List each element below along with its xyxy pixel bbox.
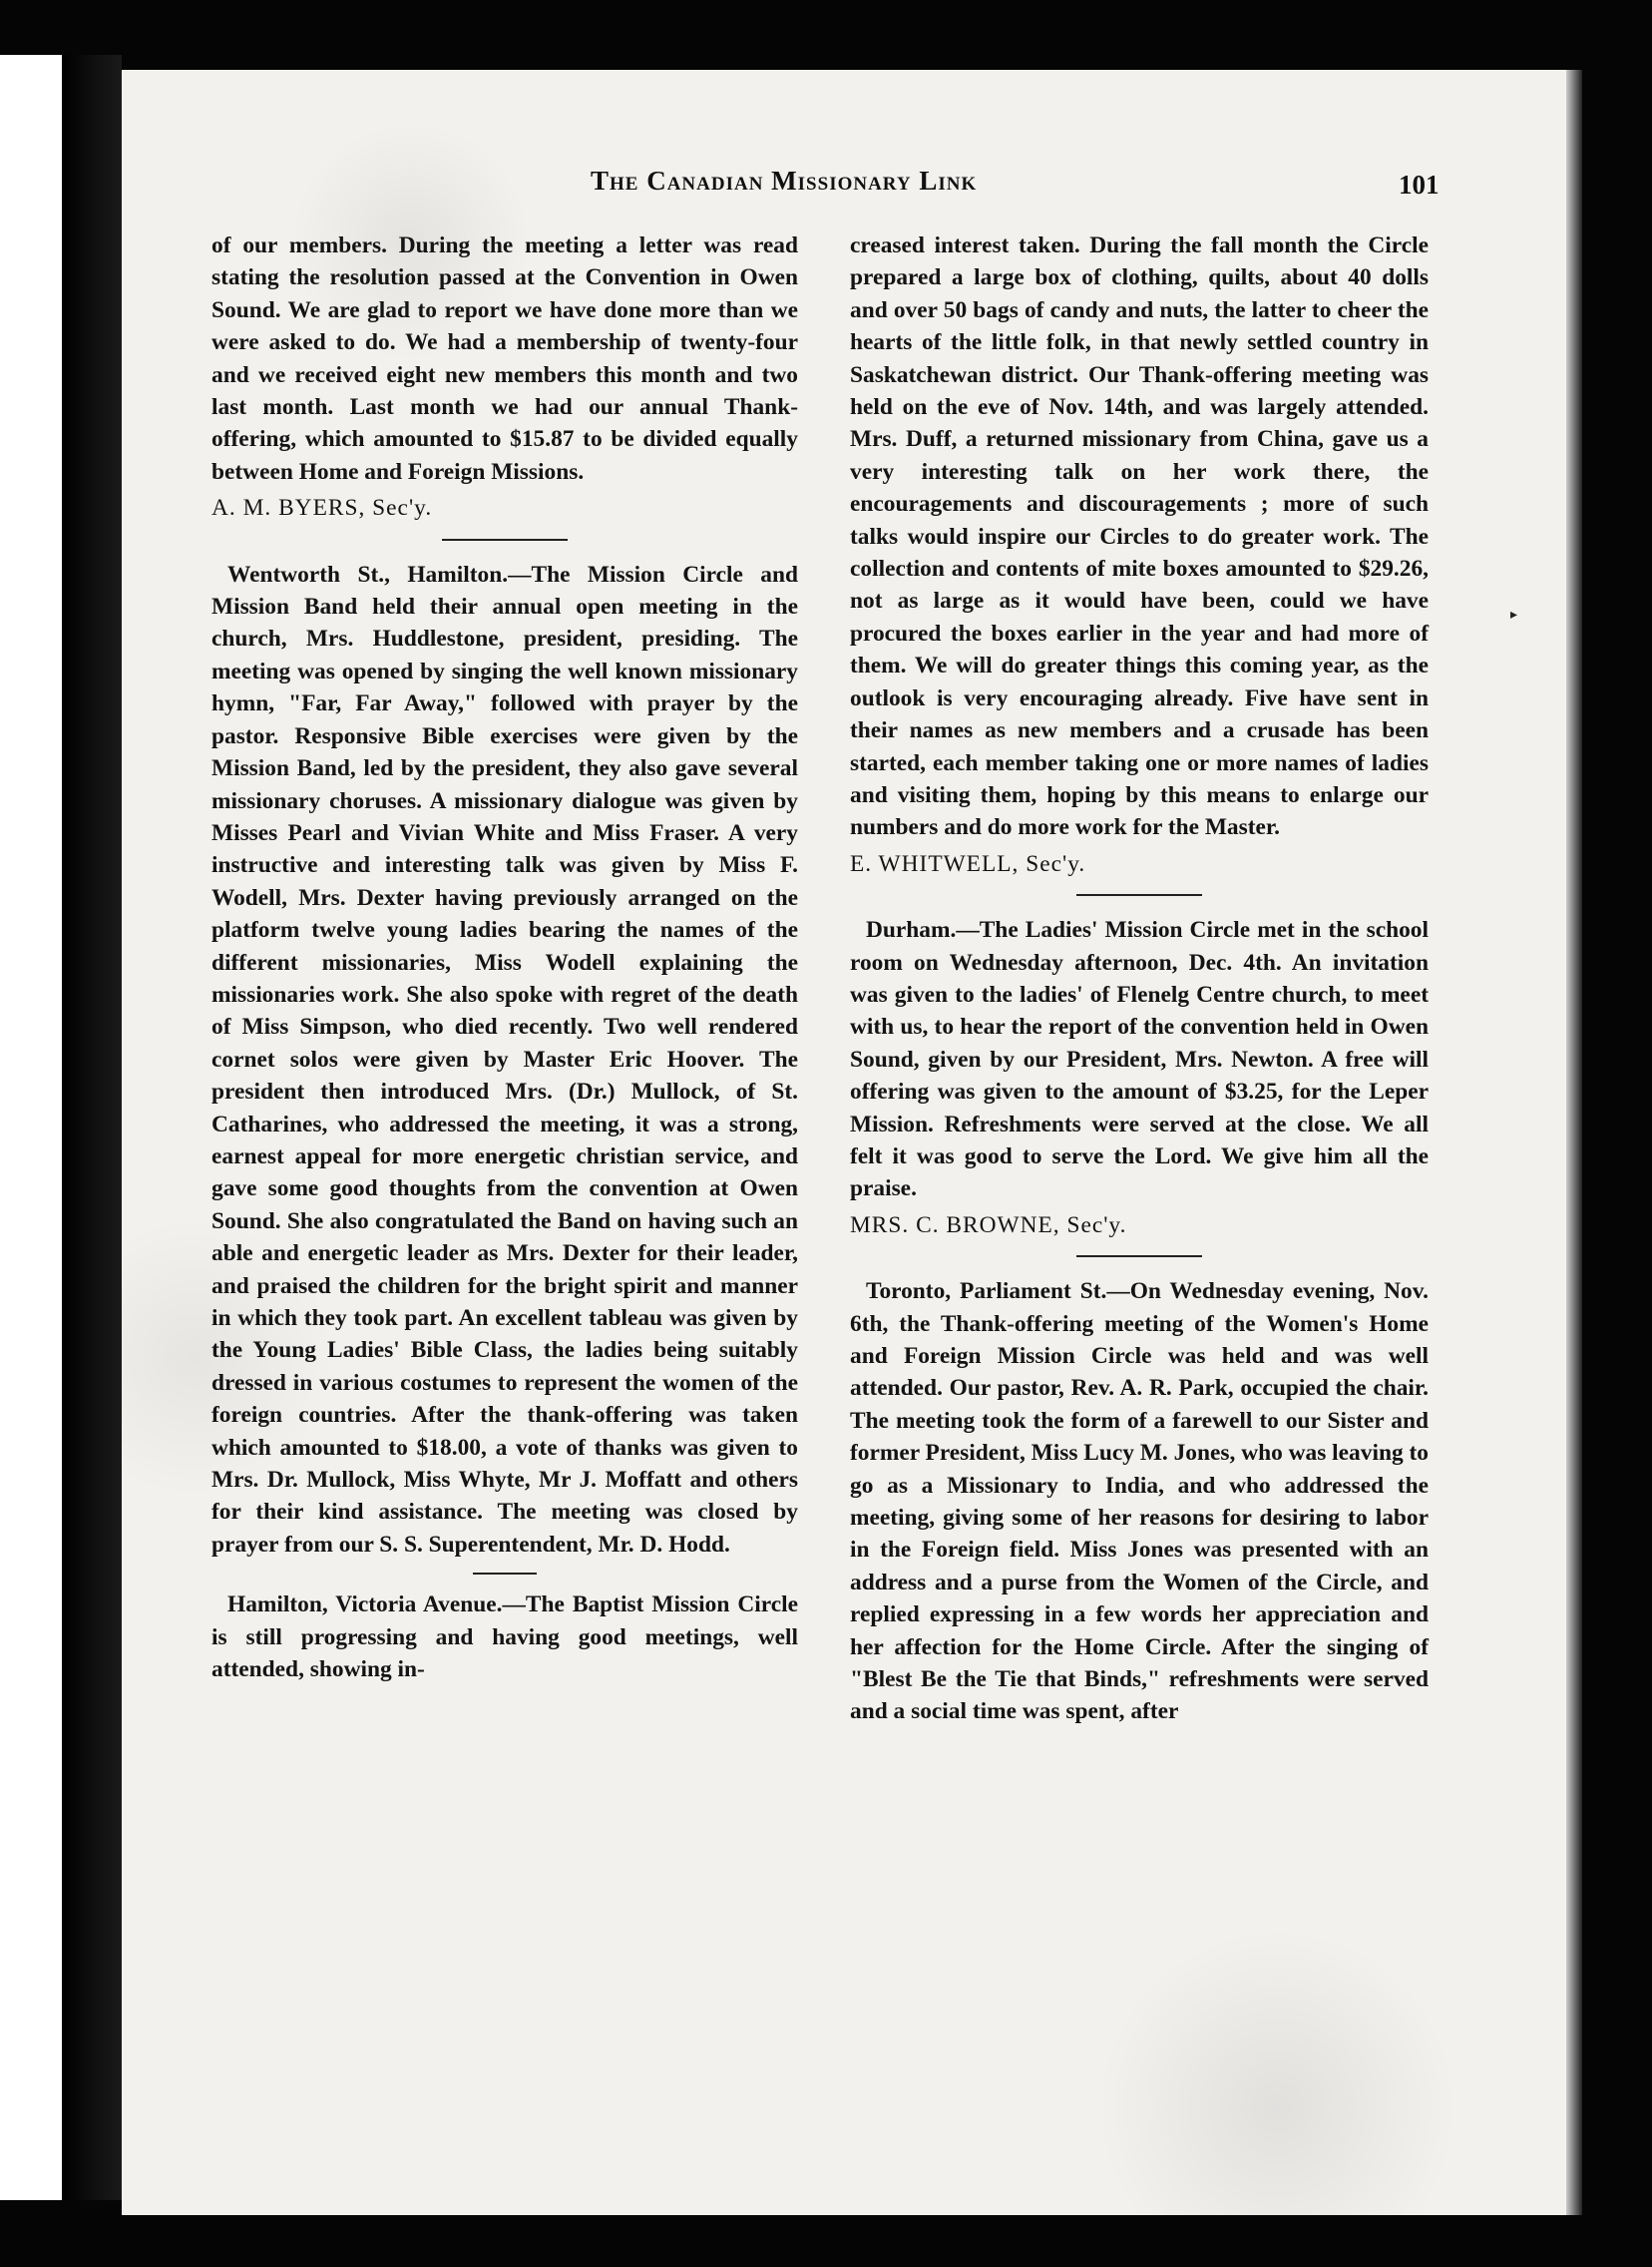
paragraph-byers-report: of our members. During the meeting a letter was read stating the resolution passed at the Convention in Owen Sound. We are glad to report we have done more than we were asked to do. We had a membership of twenty-four and we received eight new members this month and two last month. Last month we had our annual Thank-offering, which amounted to $15.87 to be divided equally between Home and Foreign Missions.: [211, 232, 798, 485]
adjacent-page-strip: [0, 55, 62, 2200]
paragraph-toronto-parliament: Toronto, Parliament St.—On Wednesday evening, Nov. 6th, the Thank-offering meeting of the Women's Home and Foreign Mission Circle was held and was well attended. Our pastor, Rev. A. R. Park, occupied the chair. The meeting took the form of a farewell to our Sister and former President, Miss Lucy M. Jones, who was leaving to go as a Missionary to India, and who addressed the meeting, giving some of her reasons for desiring to labor in the Foreign field. Miss Jones was presented with an address and a purse from the Women of the Circle, and replied expressing in a few words her appreciation and her affection for the Home Circle. After the singing of "Blest Be the Tie that Binds," refreshments were served and a social time was spent, after: [850, 1278, 1429, 1725]
right-column: [850, 229, 1429, 1728]
paragraph-victoria-continued: creased interest taken. During the fall month the Circle prepared a large box of clothing, quilts, about 40 dolls and over 50 bags of candy and nuts, the latter to cheer the hearts of the little folk, in that newly settled country in Saskatchewan district. Our Thank-offering meeting was held on the eve of Nov. 14th, and was largely attended. Mrs. Duff, a returned missionary from China, gave us a very interesting talk on her work there, the encouragements and discouragements ; more of such talks would inspire our Circles to do greater work. The collection and contents of mite boxes amounted to $29.26, not as large as it would have been, could we have procured the boxes earlier in the year and had more of them. We will do greater things this coming year, as the outlook is very encouraging already. Five have sent in their names as new members and a crusade has been started, each member taking one or more names of ladies and visiting them, hoping by this means to enlarge our numbers and do more work for the Master.: [850, 232, 1429, 841]
margin-mark: ▸: [1510, 608, 1518, 623]
paragraph-wentworth-hamilton: Wentworth St., Hamilton.—The Mission Circle and Mission Band held their annual open meeting in the church, Mrs. Huddlestone, president, presiding. The meeting was opened by singing the well known missionary hymn, "Far, Far Away," followed with prayer by the pastor. Responsive Bible exercises were given by the Mission Band, led by the president, they also gave several missionary choruses. A missionary dialogue was given by Misses Pearl and Vivian White and Miss Fraser. A very instructive and interesting talk was given by Miss F. Wodell, Mrs. Dexter having previously arranged on the platform twelve young ladies bearing the names of the different missionaries, Miss Wodell explaining the missionaries work. She also spoke with regret of the death of Miss Simpson, who died recently. Two well rendered cornet solos were given by Master Eric Hoover. The president then introduced Mrs. (Dr.) Mullock, of St. Catharines, who addressed the meeting, it was a strong, earnest appeal for more energetic christian service, and gave some good thoughts from the convention at Owen Sound. She also congratulated the Band on having such an able and energetic leader as Mrs. Dexter for their leader, and praised the children for the bright spirit and manner in which they took part. An excellent tableau was given by the Young Ladies' Bible Class, the ladies being suitably dressed in various costumes to represent the women of the foreign countries. After the thank-offering was taken which amounted to $18.00, a vote of thanks was given to Mrs. Dr. Mullock, Miss Whyte, Mr J. Moffatt and others for their kind assistance. The meeting was closed by prayer from our S. S. Superentendent, Mr. D. Hodd.: [211, 561, 798, 1558]
paragraph-victoria-avenue: Hamilton, Victoria Avenue.—The Baptist Mission Circle is still progressing and having good meetings, well attended, showing in-: [211, 1591, 798, 1683]
section-divider: [442, 539, 568, 541]
publication-title: The Canadian Missionary Link: [591, 166, 978, 196]
paragraph-durham: Durham.—The Ladies' Mission Circle met in the school room on Wednesday afternoon, Dec. 4th. An invitation was given to the ladies' of Flenelg Centre church, to meet with us, to hear the report of the convention held in Owen Sound, given by our President, Mrs. Newton. A free will offering was given to the amount of $3.25, for the Leper Mission. Refreshments were served at the close. We all felt it was good to serve the Lord. We give him all the praise.: [850, 917, 1429, 1202]
section-divider: [473, 1573, 537, 1575]
signature-byers: A. M. BYERS, Sec'y.: [211, 495, 433, 522]
section-divider: [1076, 1255, 1202, 1257]
signature-browne: MRS. C. BROWNE, Sec'y.: [850, 1211, 1127, 1238]
left-column: [211, 229, 798, 1685]
section-divider: [1076, 894, 1202, 896]
running-header: [122, 166, 1566, 206]
page-edge: [1566, 70, 1582, 2215]
gutter-shadow: [62, 55, 122, 2200]
signature-whitwell: E. WHITWELL, Sec'y.: [850, 850, 1086, 877]
document-page: [122, 70, 1566, 2215]
page-number: 101: [1399, 170, 1440, 200]
